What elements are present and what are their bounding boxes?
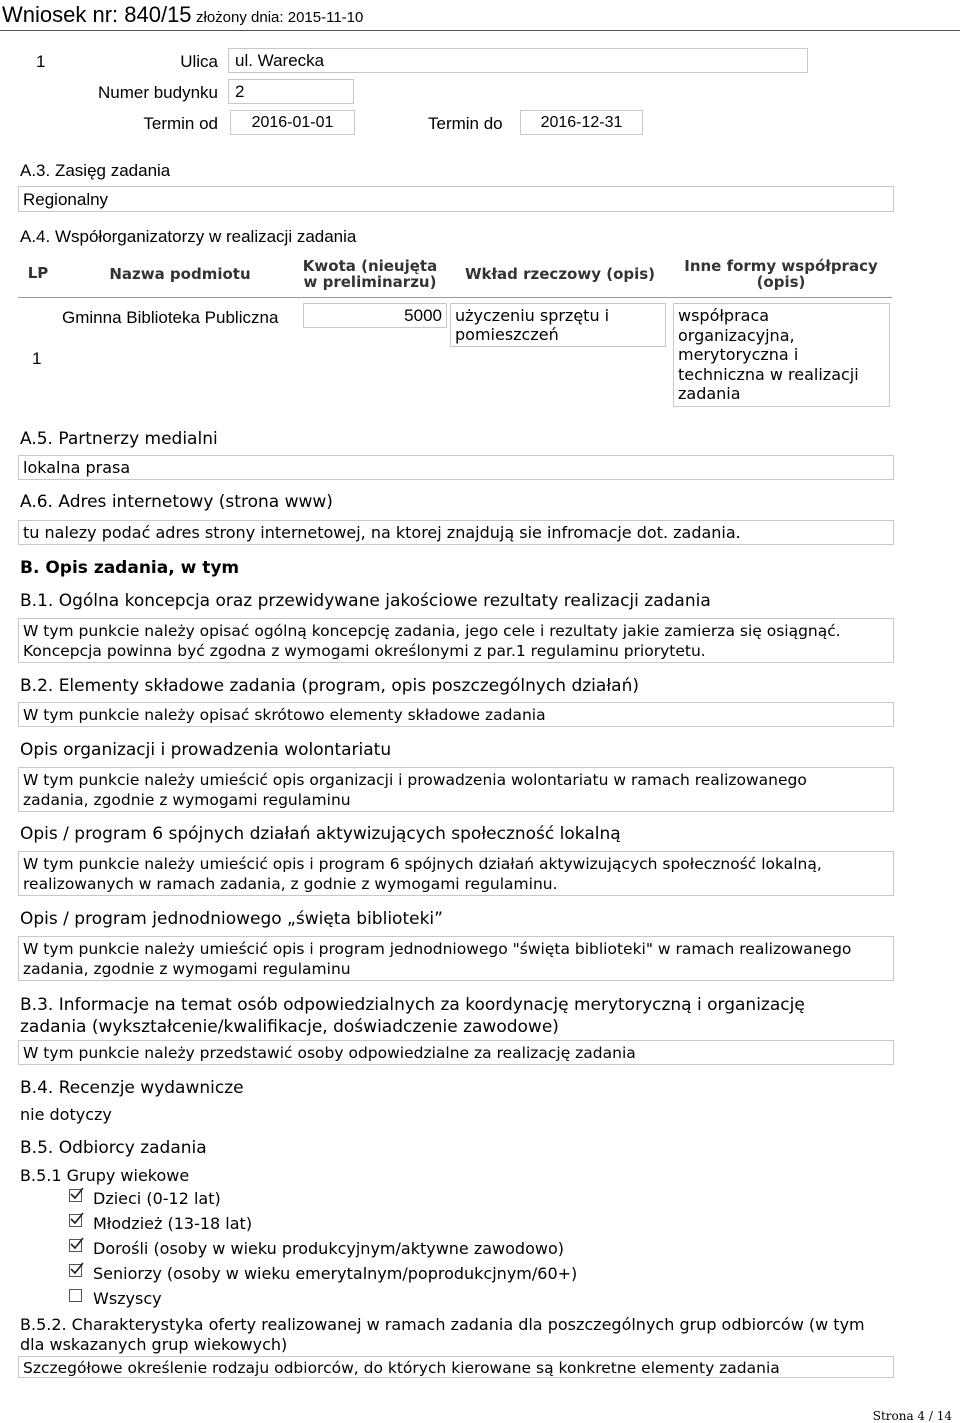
building-value: 2 — [235, 82, 245, 101]
b1-heading: B.1. Ogólna koncepcja oraz przewidywane jakościowe rezultaty realizacji zadania — [20, 591, 711, 611]
row-entity-name: Gminna Biblioteka Publiczna — [62, 308, 279, 327]
date-to-field[interactable] — [520, 110, 643, 135]
date-from-label: Termin od — [143, 114, 218, 133]
col-header-other-line2: (opis) — [756, 273, 806, 291]
volunteering-line2: zadania, zgodnie z wymogami regulaminu — [23, 791, 351, 809]
row-material-field[interactable] — [450, 303, 666, 347]
b3-heading — [20, 994, 805, 1038]
b3-heading-line1: B.3. Informacje na temat osób odpowiedzialnych za koordynację merytoryczną i organizację — [20, 995, 805, 1015]
a3-heading: A.3. Zasięg zadania — [20, 161, 171, 180]
age-group-label: Dzieci (0-12 lat) — [93, 1189, 221, 1208]
checkmark-icon — [69, 1236, 85, 1252]
b1-line2: Koncepcja powinna być zgodna z wymogami określonymi z par.1 regulaminu priorytetu. — [23, 642, 706, 660]
b3-field[interactable] — [18, 1040, 894, 1065]
b2-value: W tym punkcie należy opisać skrótowo elementy składowe zadania — [23, 706, 546, 724]
age-group-checkbox[interactable] — [69, 1214, 82, 1227]
age-group-checkbox[interactable] — [69, 1189, 82, 1202]
a6-field[interactable] — [18, 520, 894, 545]
age-group-label: Dorośli (osoby w wieku produkcyjnym/aktywne zawodowo) — [93, 1239, 564, 1258]
a6-heading: A.6. Adres internetowy (strona www) — [20, 492, 333, 512]
submission-date: złożony dnia: 2015-11-10 — [196, 9, 364, 26]
program6-line1: W tym punkcie należy umieścić opis i program 6 spójnych działań aktywizujących społeczność lokalną, — [23, 855, 822, 873]
b52-heading-line2: dla wskazanych grup wiekowych) — [20, 1335, 288, 1354]
a4-heading: A.4. Współorganizatorzy w realizacji zadania — [20, 227, 357, 246]
b3-heading-line2: zadania (wykształcenie/kwalifikacje, doświadczenie zawodowe) — [20, 1017, 559, 1037]
volunteering-heading: Opis organizacji i prowadzenia wolontariatu — [20, 740, 392, 760]
volunteering-line1: W tym punkcie należy umieścić opis organizacji i prowadzenia wolontariatu w ramach realizowanego — [23, 771, 807, 789]
b52-heading — [20, 1315, 865, 1355]
table-header-rule — [18, 297, 892, 298]
date-from-field[interactable] — [230, 110, 355, 135]
col-header-name: Nazwa podmiotu — [109, 265, 251, 283]
date-from-value: 2016-01-01 — [251, 114, 334, 131]
col-header-other-line1: Inne formy współpracy — [684, 257, 878, 275]
age-group-label: Seniorzy (osoby w wieku emerytalnym/poprodukcjnym/60+) — [93, 1264, 578, 1283]
row-material-line1: użyczeniu sprzętu i — [455, 306, 610, 325]
b3-value: W tym punkcie należy przedstawić osoby odpowiedzialne za realizację zadania — [23, 1044, 636, 1062]
b2-heading: B.2. Elementy składowe zadania (program, opis poszczególnych działań) — [20, 676, 639, 696]
program6-heading: Opis / program 6 spójnych działań aktywizujących społeczność lokalną — [20, 824, 621, 844]
building-field[interactable] — [228, 79, 354, 104]
col-header-lp: LP — [27, 264, 49, 282]
age-group-label: Młodzież (13-18 lat) — [93, 1214, 253, 1233]
col-header-material: Wkład rzeczowy (opis) — [464, 265, 656, 283]
library-fest-line1: W tym punkcie należy umieścić opis i program jednodniowego "święta biblioteki" w ramach realizowanego — [23, 940, 852, 958]
program6-field[interactable] — [18, 851, 894, 896]
row-amount-value: 5000 — [404, 306, 442, 325]
row-other-line: współpraca — [678, 306, 770, 325]
street-field[interactable] — [228, 48, 808, 73]
age-group-checkbox[interactable] — [69, 1239, 82, 1252]
b4-value: nie dotyczy — [20, 1105, 112, 1124]
row-other-line: techniczna w realizacji — [678, 364, 859, 384]
b1-field[interactable] — [18, 618, 894, 663]
row-amount-field[interactable] — [303, 303, 447, 328]
row-other-line: zadania — [678, 384, 741, 403]
age-group-checkbox[interactable] — [69, 1289, 82, 1302]
date-to-value: 2016-12-31 — [540, 114, 623, 131]
application-number: Wniosek nr: 840/15 — [2, 2, 192, 27]
document-header — [2, 2, 363, 28]
row-lp: 1 — [32, 349, 42, 368]
a3-value: Regionalny — [23, 190, 109, 209]
library-fest-heading: Opis / program jednodniowego „święta biblioteki” — [20, 909, 443, 929]
checkmark-icon — [69, 1186, 85, 1202]
a3-field[interactable] — [18, 186, 894, 212]
street-label: Ulica — [180, 52, 218, 71]
b52-value: Szczegółowe określenie rodzaju odbiorców, do których kierowane są konkretne elementy zadania — [23, 1359, 780, 1377]
b51-heading: B.5.1 Grupy wiekowe — [20, 1166, 190, 1185]
library-fest-field[interactable] — [18, 936, 894, 981]
row-other-line: merytoryczna i — [678, 345, 799, 364]
row-material-line2: pomieszczeń — [455, 325, 559, 344]
volunteering-field[interactable] — [18, 767, 894, 812]
row-other-line: organizacyjna, — [678, 325, 795, 345]
a5-value: lokalna prasa — [23, 458, 131, 477]
row-other-field[interactable] — [673, 303, 890, 407]
address-row-number: 1 — [36, 52, 46, 71]
a5-field[interactable] — [18, 455, 894, 480]
b-heading: B. Opis zadania, w tym — [20, 558, 240, 578]
b52-field[interactable] — [18, 1356, 894, 1378]
library-fest-line2: zadania, zgodnie z wymogami regulaminu — [23, 960, 351, 978]
street-value: ul. Warecka — [235, 51, 325, 70]
date-to-label: Termin do — [428, 114, 503, 133]
a5-heading: A.5. Partnerzy medialni — [20, 429, 218, 449]
b2-field[interactable] — [18, 702, 894, 727]
building-label: Numer budynku — [97, 83, 218, 102]
col-header-other — [670, 258, 892, 290]
checkmark-icon — [69, 1261, 85, 1277]
a6-value: tu nalezy podać adres strony internetowej, na ktorej znajdują sie infromacje dot. zadania. — [23, 523, 741, 542]
b5-heading: B.5. Odbiorcy zadania — [20, 1138, 207, 1158]
age-group-label: Wszyscy — [93, 1289, 162, 1308]
b4-heading: B.4. Recenzje wydawnicze — [20, 1078, 244, 1098]
col-header-amount-line2: w preliminarzu) — [303, 273, 437, 291]
col-header-amount-line1: Kwota (nieujęta — [302, 257, 438, 275]
col-header-amount — [290, 258, 450, 290]
checkmark-icon — [69, 1211, 85, 1227]
age-group-checkbox[interactable] — [69, 1264, 82, 1277]
header-rule — [0, 30, 960, 31]
b1-line1: W tym punkcie należy opisać ogólną koncepcję zadania, jego cele i rezultaty jakie zamierza się osiągnąć. — [23, 622, 841, 640]
page-number: Strona 4 / 14 — [872, 1409, 952, 1423]
b52-heading-line1: B.5.2. Charakterystyka oferty realizowanej w ramach zadania dla poszczególnych grup odbiorców (w tym — [20, 1315, 865, 1334]
program6-line2: realizowanych w ramach zadania, z godnie z wymogami regulaminu. — [23, 875, 558, 893]
